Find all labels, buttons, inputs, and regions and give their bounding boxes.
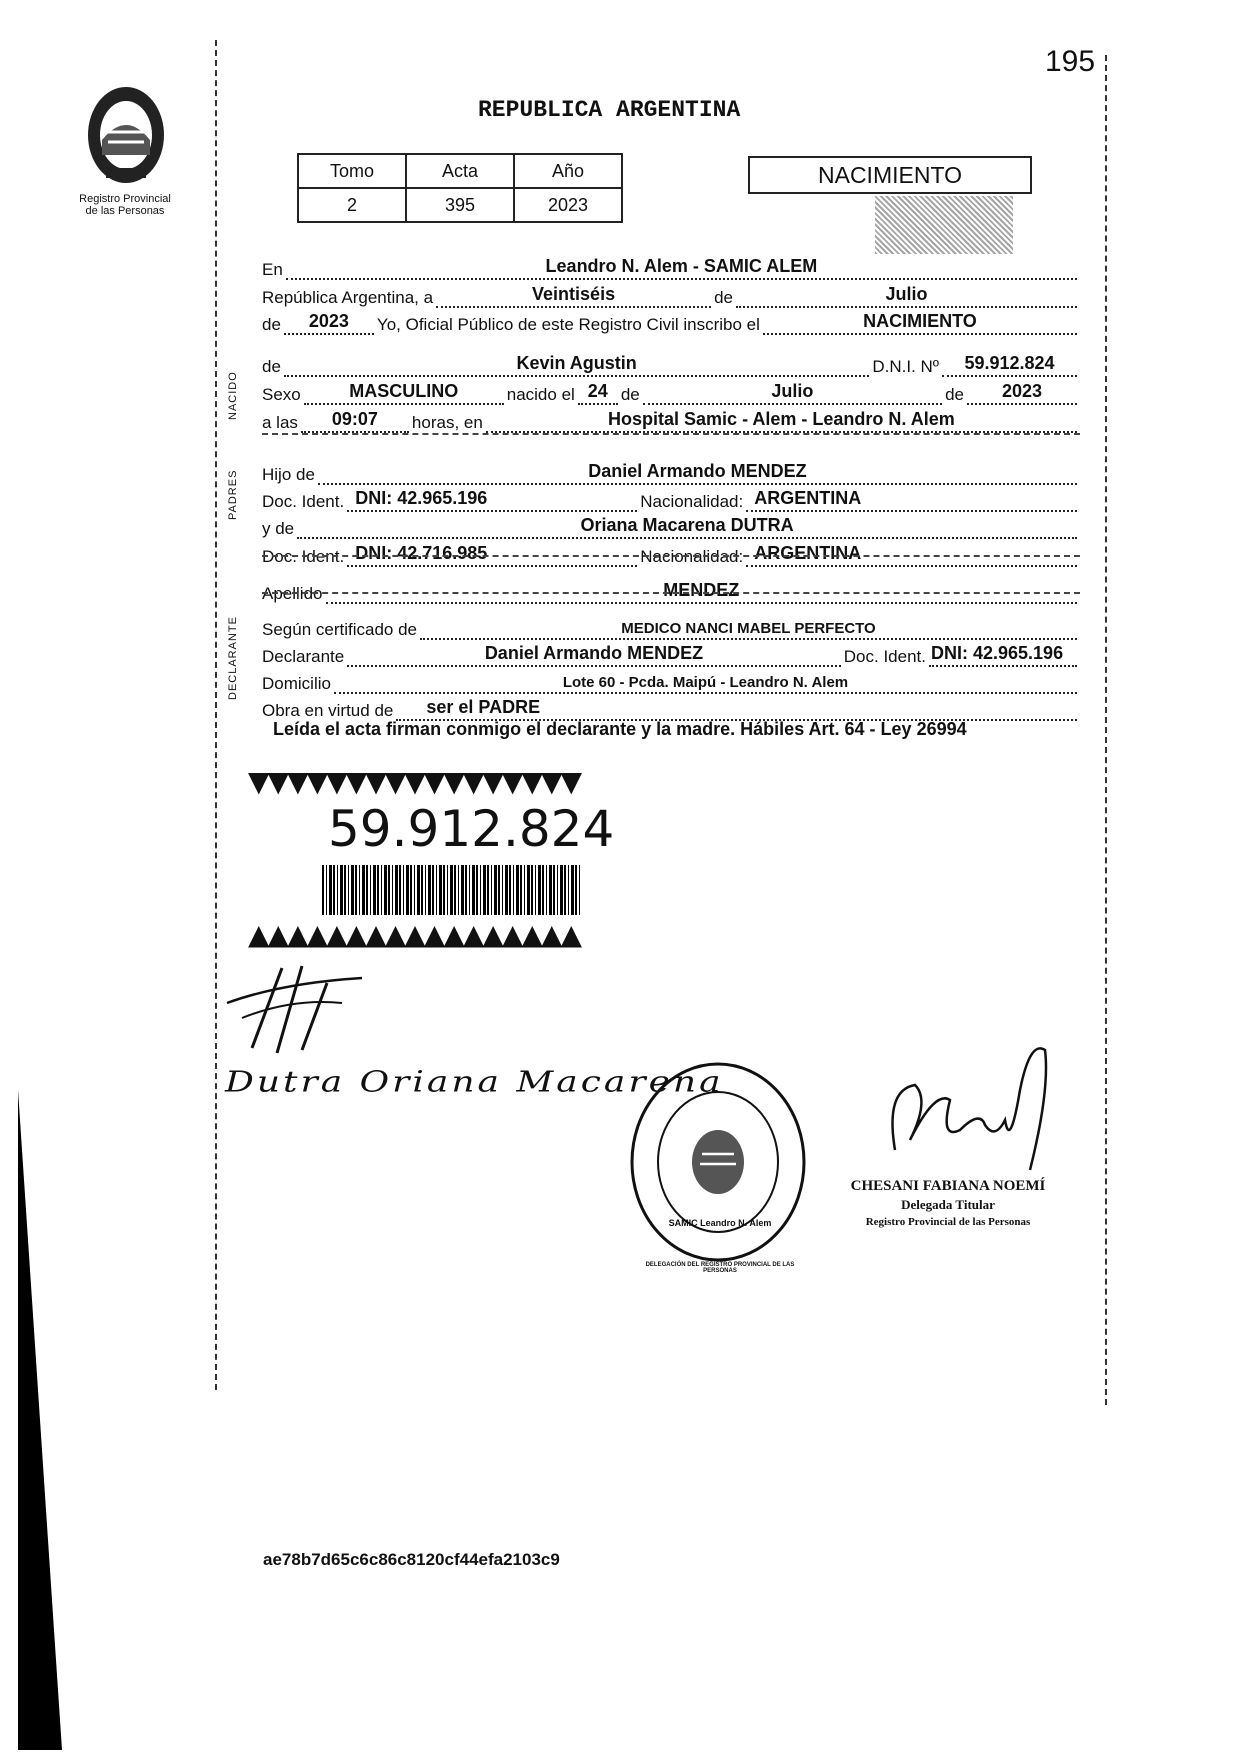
official-seal [628,1060,808,1265]
separator-3 [262,592,1080,594]
registry-label-line-1: Registro Provincial [79,193,171,205]
col-anio: Año [514,154,622,188]
barcode [322,865,582,915]
val-acta: 395 [406,188,514,222]
document-hash: ae78b7d65c6c86c8120cf44efa2103c9 [263,1550,560,1569]
security-pattern-bottom: ▲▲▲▲▲▲▲▲▲▲▲▲▲▲▲▲▲ [248,918,581,951]
official-seal-inner: SAMIC Leandro N. Alem [668,1218,772,1228]
label-doc-ident: Doc. Ident. [262,492,345,511]
field-nac-dia: 24 [587,381,608,401]
val-anio: 2023 [514,188,622,222]
field-hora: 09:07 [331,409,378,429]
doc-type-box: NACIMIENTO [748,156,1032,194]
security-pattern-top: ▼▼▼▼▼▼▼▼▼▼▼▼▼▼▼▼▼ [248,765,581,798]
field-sexo: MASCULINO [349,381,459,401]
signatory-org: Registro Provincial de las Personas [865,1216,1031,1228]
label-de-name: de [262,357,281,376]
field-nac-mes: Julio [771,381,814,401]
field-declarante: Daniel Armando MENDEZ [484,643,704,663]
field-padre-nac: ARGENTINA [754,488,862,508]
field-declarante-doc: DNI: 42.965.196 [931,643,1064,663]
label-nacionalidad2: Nacionalidad: [640,547,744,566]
label-oficial: Yo, Oficial Público de este Registro Civil inscribo el [376,315,760,334]
label-apellido: Apellido [262,584,323,603]
field-obra: ser el PADRE [426,697,541,717]
field-lugar-nac: Hospital Samic - Alem - Leandro N. Alem [608,409,955,429]
label-nacido-el: nacido el [506,385,575,404]
label-domicilio: Domicilio [262,674,331,693]
col-acta: Acta [406,154,514,188]
country-title: REPUBLICA ARGENTINA [478,97,741,123]
label-en: En [262,260,283,279]
field-dni: 59.912.824 [964,353,1055,373]
registry-logo [78,80,174,190]
signatory-role: Delegada Titular [901,1197,995,1212]
field-apellido: MENDEZ [663,580,740,600]
id-number-large: 59.912.824 [328,800,615,858]
field-madre-nac: ARGENTINA [754,543,862,563]
separator-2 [262,555,1080,557]
label-segun: Según certificado de [262,620,417,639]
record-table [297,153,623,223]
field-madre-doc: DNI: 42.716.985 [355,543,488,563]
label-republica: República Argentina, a [262,288,434,307]
label-y-de: y de [262,519,295,538]
page-number: 195 [1045,45,1096,78]
label-de: de [714,288,733,307]
side-label-nacido: NACIDO [227,371,239,420]
mother-signature: Dutra Oriana Macarena [225,1066,724,1099]
label-de-year: de [262,315,281,334]
field-lugar: Leandro N. Alem - SAMIC ALEM [545,256,818,276]
signatory-name: CHESANI FABIANA NOEMÍ [850,1178,1046,1194]
registry-label [55,193,195,217]
separator-1 [262,433,1080,435]
side-label-padres: PADRES [227,469,239,520]
field-padre: Daniel Armando MENDEZ [588,461,807,481]
field-nac-anio: 2023 [1001,381,1043,401]
label-nacionalidad: Nacionalidad: [640,492,744,511]
security-hologram [875,196,1013,254]
right-margin-line [1105,55,1107,1405]
field-mes: Julio [885,284,928,304]
left-margin-line [215,40,217,1390]
field-certificado: MEDICO NANCI MABEL PERFECTO [621,620,876,637]
label-dni: D.N.I. Nº [872,357,939,376]
label-de3: de [945,385,964,404]
official-signature [880,1030,1060,1180]
signatory-block [828,1178,1068,1228]
closing-text: Leída el acta firman conmigo el declarante y la madre. Hábiles Art. 64 - Ley 26994 [273,719,967,739]
label-doc-ident3: Doc. Ident. [843,647,926,666]
label-horas-en: horas, en [411,413,483,432]
field-acto: NACIMIENTO [863,311,977,331]
field-madre: Oriana Macarena DUTRA [580,515,794,535]
col-tomo: Tomo [298,154,406,188]
left-black-edge [18,1090,62,1750]
label-declarante: Declarante [262,647,345,666]
label-hijo-de: Hijo de [262,465,315,484]
official-seal-text: DELEGACIÓN DEL REGISTRO PROVINCIAL DE LAS PERSONAS [645,1262,795,1274]
label-de2: de [620,385,640,404]
label-obra: Obra en virtud de [262,701,394,720]
declarant-signature [222,958,367,1058]
field-dia: Veintiséis [532,284,616,304]
field-domicilio: Lote 60 - Pcda. Maipú - Leandro N. Alem [562,674,849,691]
label-a-las: a las [262,413,298,432]
field-padre-doc: DNI: 42.965.196 [355,488,488,508]
registry-label-line-2: de las Personas [85,205,165,217]
side-label-declarante: DECLARANTE [227,616,239,700]
field-nombre: Kevin Agustin [516,353,637,373]
field-anio: 2023 [308,311,349,331]
val-tomo: 2 [298,188,406,222]
label-sexo: Sexo [262,385,301,404]
label-doc-ident2: Doc. Ident. [262,547,345,566]
